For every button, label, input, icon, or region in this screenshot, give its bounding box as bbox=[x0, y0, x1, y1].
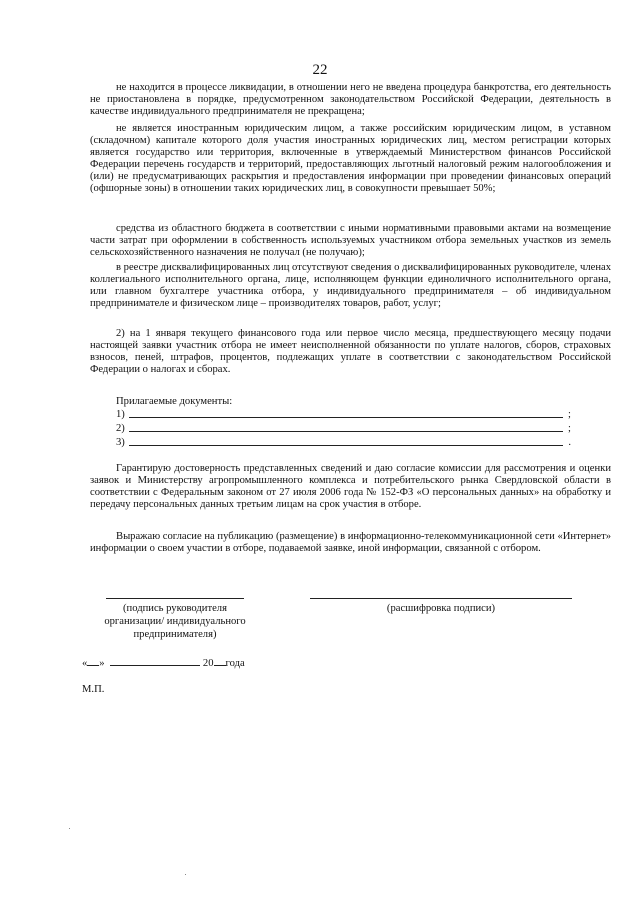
attachment-number: 3) bbox=[116, 437, 125, 448]
attachment-line bbox=[116, 422, 571, 434]
signature-decoding-caption: (расшифровка подписи) bbox=[386, 603, 496, 614]
date-close-quote: » bbox=[99, 658, 105, 669]
attachment-blank bbox=[129, 417, 563, 418]
condition-paragraph-tax-obligations: 2) на 1 января текущего финансового года или первое число месяца, предшествующего месяцу подачи настоящей заявки участник отбора не имеет неисполненной обязанности по уплате налогов, сборов, страховых взносов, пеней, штрафов, процентов, подлежащих уплате в соответствии с законодательством Российской Федерации о налогах и сборах. bbox=[90, 328, 611, 375]
condition-paragraph-foreign-entity: не является иностранным юридическим лицом, а также российским юридическим лицом, в уставном (складочном) капитале которого доля участия иностранных юридических лиц, местом регистрации которых является государство или территория, включенные в утверждаемый Министерством финансов Российской Федерации перечень государств и территорий, предоставляющих льготный налоговый режим налогообложения и (или) не предусматривающих раскрытия и предоставления информации при проведении финансовых операций (офшорные зоны) в отношении таких юридических лиц, в совокупности превышает 50%; bbox=[90, 123, 611, 194]
consent-paragraph-personal-data: Гарантирую достоверность представленных сведений и даю согласие комиссии для рассмотрения и оценки заявок и Министерству агропромышленного комплекса и потребительского рынка Свердловской области в соответствии с Федеральным законом от 27 июля 2006 года № 152-ФЗ «О персональных данных» на обработку и передачу персональных данных третьим лицам на срок участия в отборе. bbox=[90, 463, 611, 510]
attachment-blank bbox=[129, 445, 563, 446]
condition-paragraph-regional-budget: средства из областного бюджета в соответствии с иными нормативными правовыми актами на возмещение части затрат при оформлении в собственность используемых участником отбора земельных участков из земель сельскохозяйственного назначения не получал (не получаю); bbox=[90, 223, 611, 258]
attachments-title: Прилагаемые документы: bbox=[116, 396, 233, 407]
attachment-number: 1) bbox=[116, 409, 125, 420]
signature-decoding-line bbox=[310, 598, 572, 599]
attachment-end: . bbox=[568, 437, 571, 448]
date-year-blank bbox=[214, 656, 226, 666]
attachment-number: 2) bbox=[116, 423, 125, 434]
date-year-suffix: года bbox=[225, 658, 245, 669]
date-year-prefix: 20 bbox=[202, 658, 214, 669]
date-field bbox=[82, 656, 245, 669]
page-number: 22 bbox=[312, 62, 328, 78]
condition-paragraph-disqualified-registry: в реестре дисквалифицированных лиц отсутствуют сведения о дисквалифицированных руководителе, членах коллегиального исполнительного органа, лице, исполняющем функции единоличного исполнительного органа, или главном бухгалтере участника отбора, у индивидуального предпринимателя – об индивидуальном предпринимателе и физическом лице – производителях товаров, работ, услуг; bbox=[90, 262, 611, 309]
attachment-blank bbox=[129, 431, 563, 432]
attachment-line bbox=[116, 436, 571, 448]
date-open-quote: « bbox=[82, 658, 88, 669]
date-day-blank bbox=[87, 656, 99, 666]
attachment-end: ; bbox=[568, 423, 571, 434]
condition-paragraph-liquidation: не находится в процессе ликвидации, в отношении него не введена процедура банкротства, его деятельность не приостановлена в порядке, предусмотренном законодательством Российской Федерации, деятельность в качестве индивидуального предпринимателя не прекращена; bbox=[90, 82, 611, 117]
attachment-end: ; bbox=[568, 409, 571, 420]
attachment-line bbox=[116, 408, 571, 420]
consent-paragraph-publication: Выражаю согласие на публикацию (размещение) в информационно-телекоммуникационной сети «Интернет» информации о своем участии в отборе, подаваемой заявке, иной информации, связанной с отбором. bbox=[90, 531, 611, 554]
scan-speck bbox=[69, 828, 70, 829]
date-month-blank bbox=[110, 656, 200, 666]
stamp-label: М.П. bbox=[82, 684, 105, 695]
scan-speck bbox=[185, 874, 186, 875]
signature-caption: (подпись руководителя организации/ индивидуального предпринимателя) bbox=[104, 603, 246, 640]
signature-line bbox=[106, 598, 244, 599]
